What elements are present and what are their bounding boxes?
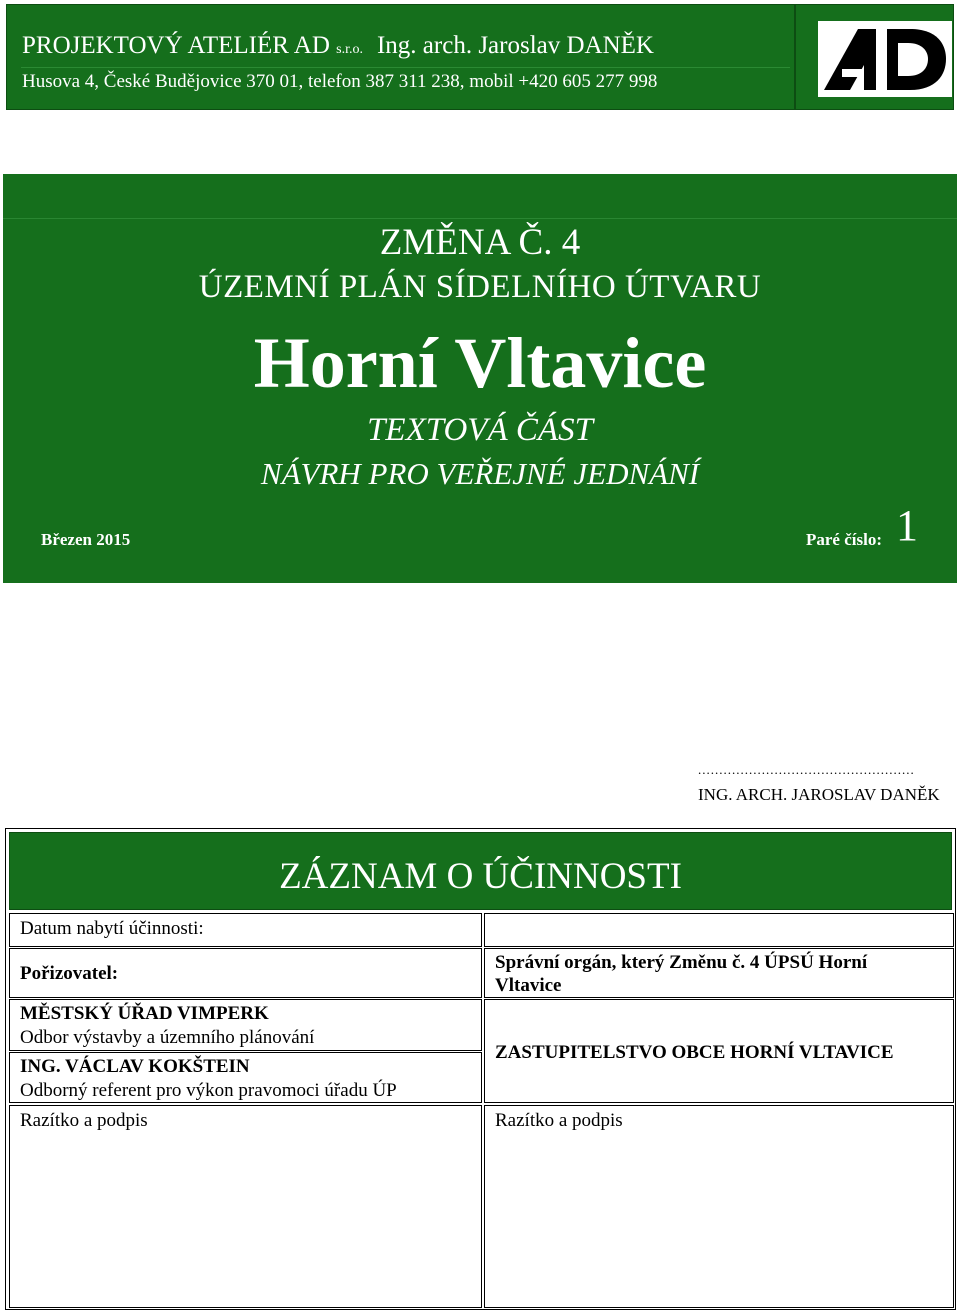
- council-name: ZASTUPITELSTVO OBCE HORNÍ VLTAVICE: [495, 1042, 894, 1063]
- copy-number-label: Paré číslo:: [806, 530, 882, 549]
- place-name: Horní Vltavice: [253, 323, 707, 403]
- company-info: [7, 5, 794, 109]
- stamp-signature-left: [9, 1105, 482, 1308]
- record-title-bar: [9, 832, 952, 910]
- company-legal-form: s.r.o.: [336, 42, 363, 57]
- company-title-line: [22, 33, 654, 58]
- empty-cell: [484, 913, 954, 947]
- ad-logo: [818, 21, 952, 97]
- authority-label-line2: Vltavice: [495, 975, 562, 996]
- architect-name: Ing. arch. Jaroslav DANĚK: [376, 32, 654, 59]
- stamp-signature-right: [484, 1105, 954, 1308]
- procurer-label: Pořizovatel:: [20, 963, 119, 984]
- procurer-cell: [9, 948, 482, 998]
- signatory-name: ING. ARCH. JAROSLAV DANĚK: [698, 785, 940, 804]
- change-number: ZMĚNA Č. 4: [379, 222, 581, 263]
- council-cell: [484, 999, 954, 1103]
- responsible-person-cell: [9, 1052, 482, 1103]
- office-cell: [9, 999, 482, 1051]
- document-title-block: [3, 174, 957, 583]
- effective-date-label: Datum nabytí účinnosti:: [20, 918, 204, 939]
- office-department: Odbor výstavby a územního plánování: [20, 1027, 315, 1048]
- logo-cell: [794, 5, 953, 109]
- stamp-label-right: Razítko a podpis: [495, 1110, 623, 1131]
- title-divider: [3, 218, 957, 219]
- document-purpose: NÁVRH PRO VEŘEJNÉ JEDNÁNÍ: [260, 456, 700, 491]
- company-address: Husova 4, České Budějovice 370 01, telefon 387 311 238, mobil +420 605 277 998: [22, 71, 658, 92]
- person-role: Odborný referent pro výkon pravomoci úřadu ÚP: [20, 1080, 397, 1101]
- document-part: TEXTOVÁ ČÁST: [367, 412, 593, 448]
- effective-date-cell: [9, 913, 482, 947]
- person-name: ING. VÁCLAV KOKŠTEIN: [20, 1056, 250, 1077]
- stamp-label-left: Razítko a podpis: [20, 1110, 148, 1131]
- authority-label-line1: Správní orgán, který Změnu č. 4 ÚPSÚ Horní: [495, 952, 868, 973]
- document-date: Březen 2015: [41, 530, 131, 549]
- office-name: MĚSTSKÝ ÚŘAD VIMPERK: [20, 1003, 269, 1024]
- authority-cell: [484, 948, 954, 998]
- company-header: [6, 4, 954, 110]
- effectiveness-record-table: [5, 828, 956, 1310]
- signature-line: ...................................................: [698, 762, 915, 777]
- header-divider: [21, 67, 790, 68]
- company-name: PROJEKTOVÝ ATELIÉR AD: [22, 32, 330, 59]
- plan-name: ÚZEMNÍ PLÁN SÍDELNÍHO ÚTVARU: [198, 269, 762, 305]
- copy-number: 1: [896, 501, 918, 550]
- record-title: ZÁZNAM O ÚČINNOSTI: [279, 856, 682, 897]
